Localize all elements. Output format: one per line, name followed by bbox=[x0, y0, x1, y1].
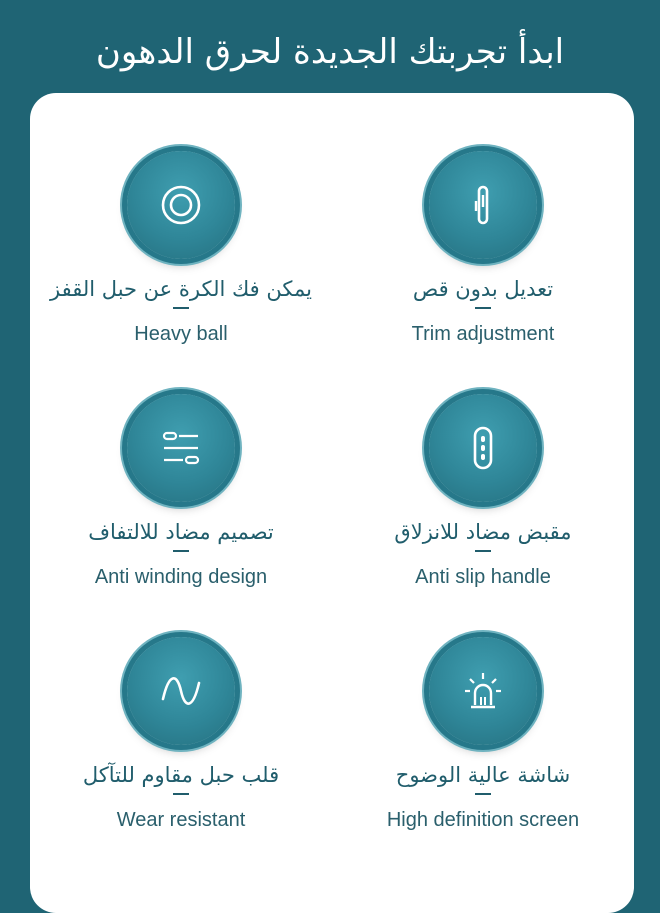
feature-english-label: High definition screen bbox=[386, 809, 580, 831]
feature-arabic-label: يمكن فك الكرة عن حبل القفز bbox=[50, 277, 312, 301]
beacon-light-icon bbox=[429, 637, 537, 745]
feature-arabic-label: تعديل بدون قص bbox=[412, 277, 554, 301]
target-ring-icon bbox=[127, 151, 235, 259]
handle-grip-icon bbox=[429, 394, 537, 502]
rope-clip-icon bbox=[429, 151, 537, 259]
feature-trim-adjustment bbox=[332, 151, 634, 394]
feature-english-label: Anti slip handle bbox=[415, 566, 551, 588]
divider bbox=[173, 307, 189, 309]
features-grid bbox=[30, 93, 634, 900]
divider bbox=[173, 550, 189, 552]
divider bbox=[173, 793, 189, 795]
features-card bbox=[30, 93, 634, 913]
sine-wave-icon bbox=[127, 637, 235, 745]
feature-english-label: Heavy ball bbox=[134, 323, 228, 345]
feature-wear-resistant bbox=[30, 637, 332, 880]
feature-anti-winding bbox=[30, 394, 332, 637]
feature-heavy-ball bbox=[30, 151, 332, 394]
sliders-icon bbox=[127, 394, 235, 502]
divider bbox=[475, 307, 491, 309]
feature-english-label: Wear resistant bbox=[116, 809, 246, 831]
feature-english-label: Trim adjustment bbox=[411, 323, 555, 345]
feature-arabic-label: شاشة عالية الوضوح bbox=[395, 763, 571, 787]
divider bbox=[475, 793, 491, 795]
feature-arabic-label: قلب حبل مقاوم للتآكل bbox=[82, 763, 280, 787]
feature-arabic-label: تصميم مضاد للالتفاف bbox=[88, 520, 274, 544]
feature-anti-slip bbox=[332, 394, 634, 637]
divider bbox=[475, 550, 491, 552]
feature-english-label: Anti winding design bbox=[94, 566, 268, 588]
feature-hd-screen bbox=[332, 637, 634, 880]
page-header: ابدأ تجربتك الجديدة لحرق الدهون bbox=[95, 32, 565, 72]
feature-arabic-label: مقبض مضاد للانزلاق bbox=[394, 520, 572, 544]
